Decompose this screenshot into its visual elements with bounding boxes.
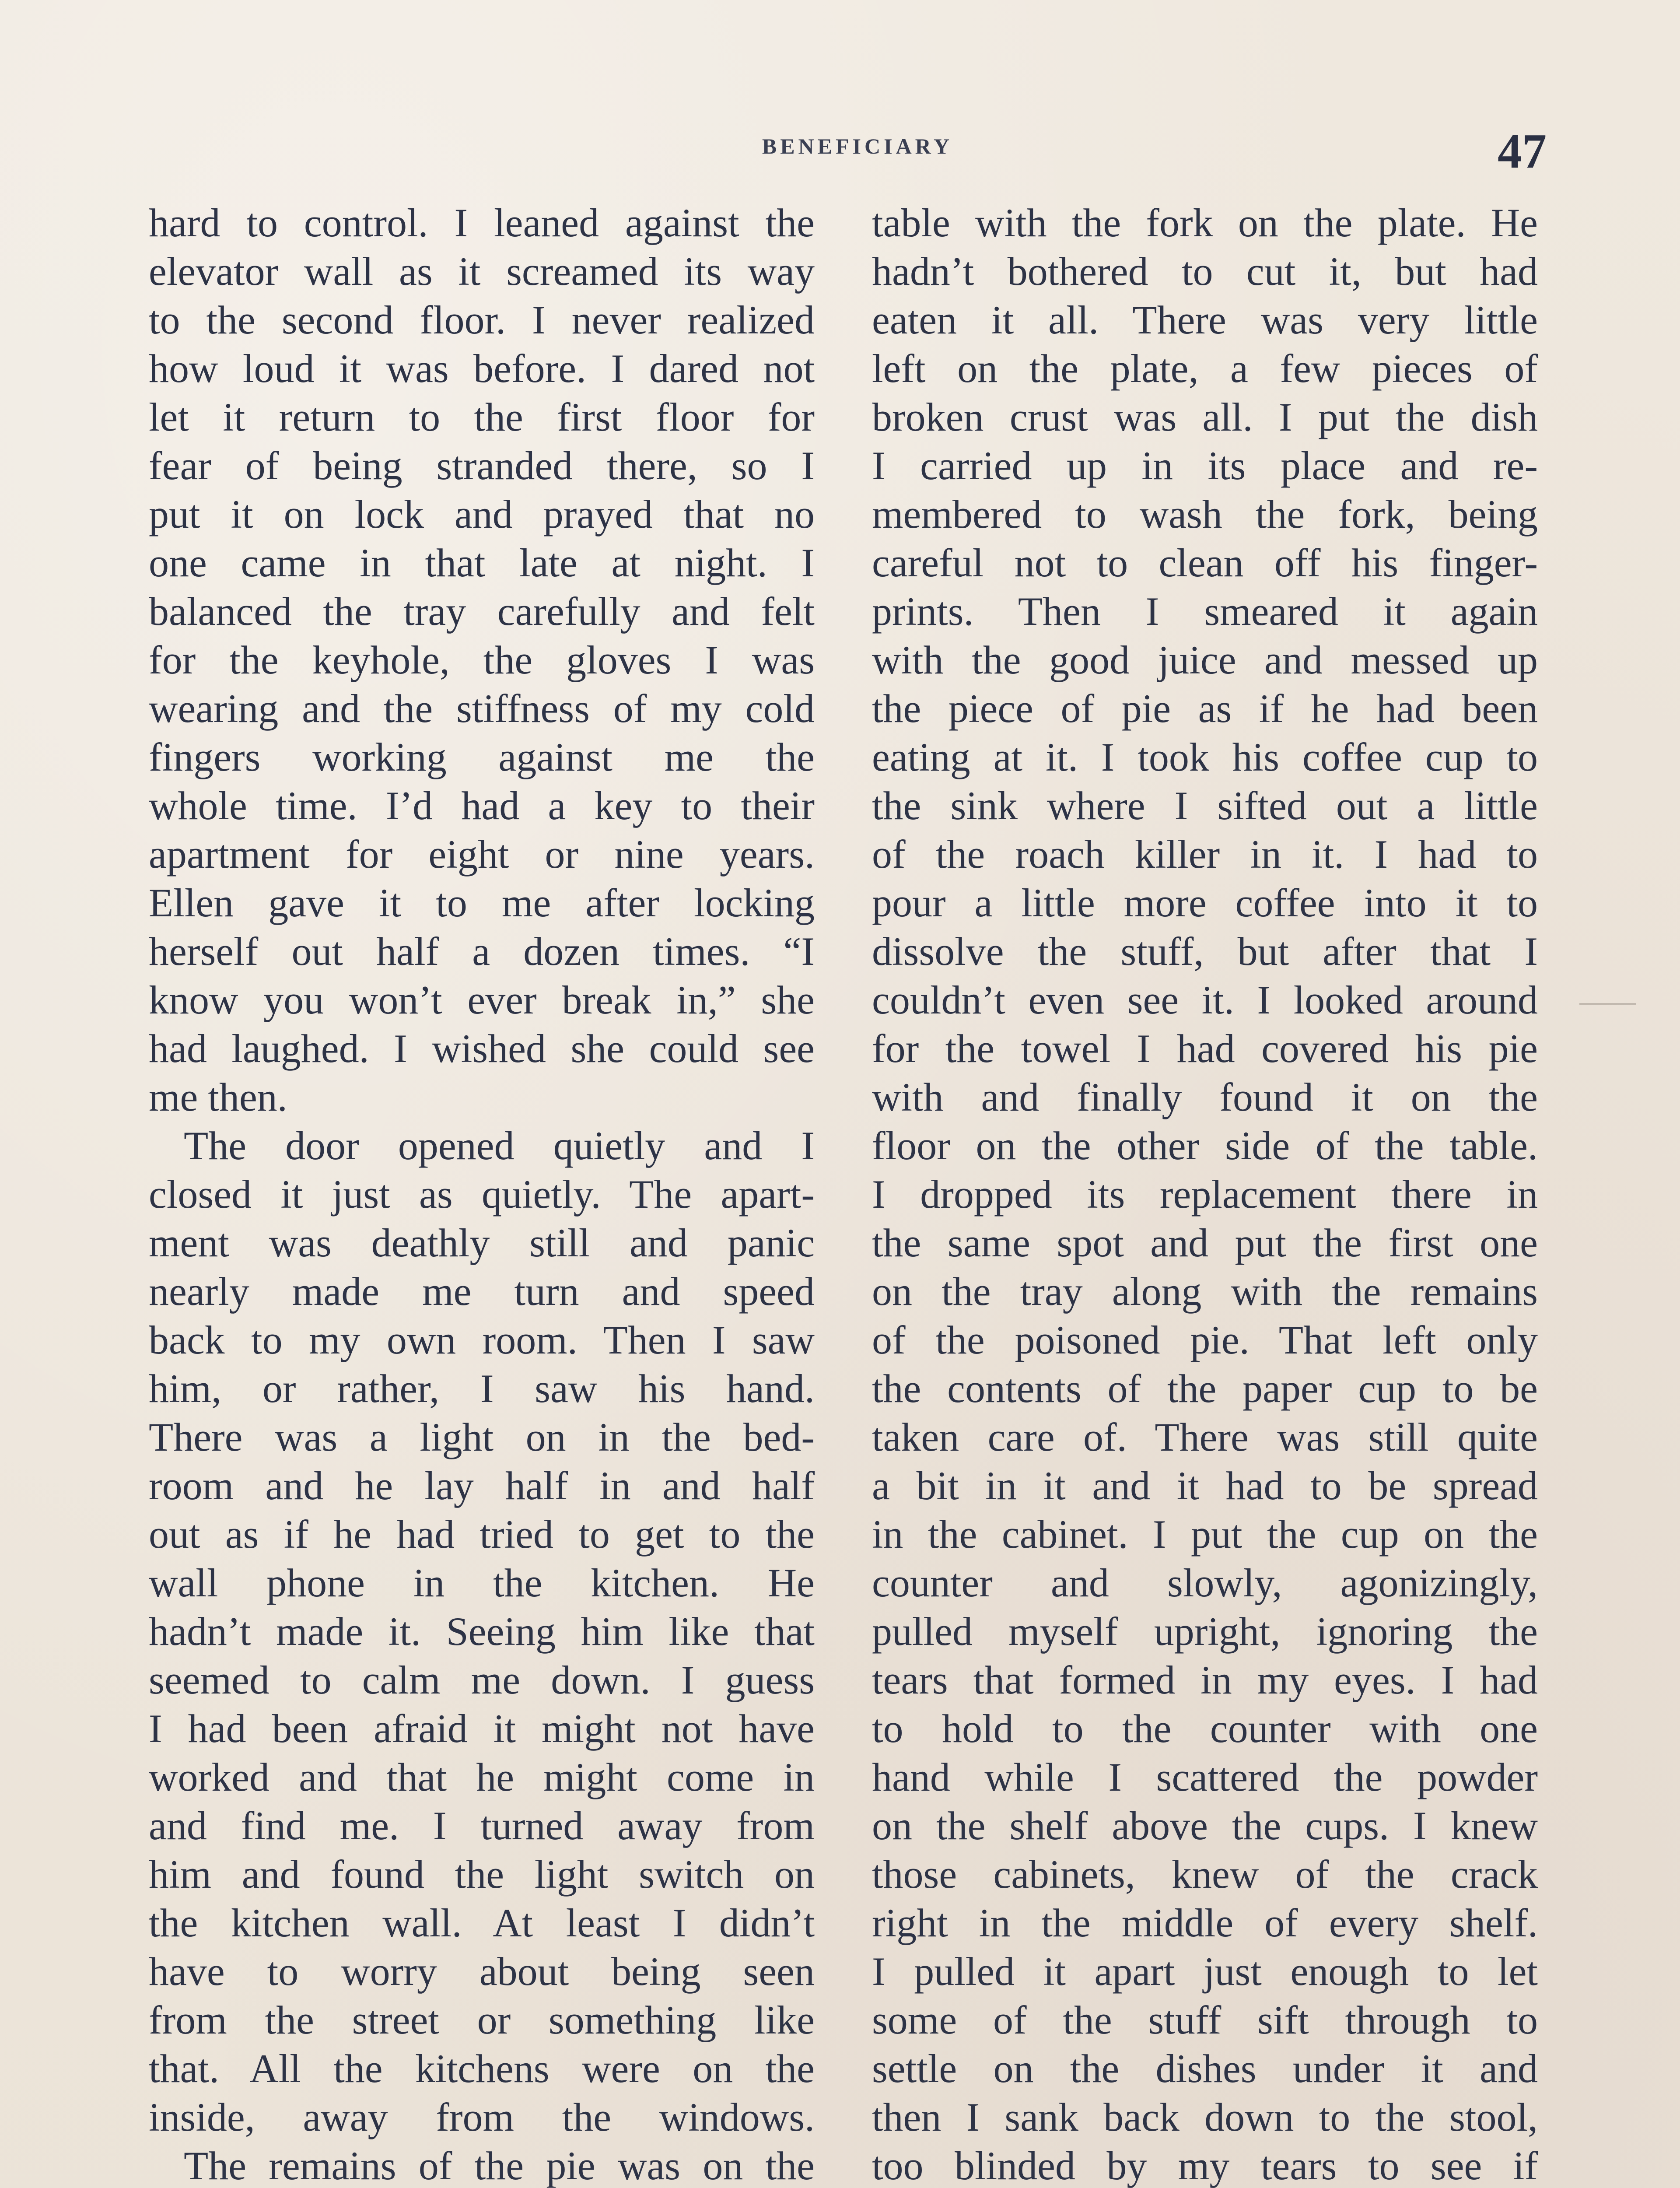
text-line: right in the middle of every shelf. <box>872 1900 1538 1945</box>
text-line: membered to wash the fork, being <box>872 492 1538 536</box>
text-line: inside, away from the windows. <box>149 2095 815 2139</box>
text-line: I had been afraid it might not have <box>149 1706 815 1751</box>
text-line: of the roach killer in it. I had to <box>872 832 1538 877</box>
text-line: counter and slowly, agonizingly, <box>872 1560 1538 1605</box>
text-line: The door opened quietly and I <box>184 1123 815 1168</box>
text-line: to the second floor. I never realized <box>149 298 815 342</box>
text-line: fingers working against me the <box>149 735 815 779</box>
text-line: ment was deathly still and panic <box>149 1220 815 1265</box>
text-line: him and found the light switch on <box>149 1852 815 1897</box>
text-line: from the street or something like <box>149 1998 815 2042</box>
text-line: I dropped its replacement there in <box>872 1172 1538 1217</box>
text-line: settle on the dishes under it and <box>872 2046 1538 2091</box>
text-line: know you won’t ever break in,” she <box>149 978 815 1022</box>
text-line: hadn’t made it. Seeing him like that <box>149 1609 815 1654</box>
text-line: apartment for eight or nine years. <box>149 832 815 877</box>
text-line: table with the fork on the plate. He <box>872 200 1538 245</box>
text-line: of the poisoned pie. That left only <box>872 1318 1538 1362</box>
text-line: herself out half a dozen times. “I <box>149 929 815 974</box>
text-line: Ellen gave it to me after locking <box>149 880 815 925</box>
text-line: to hold to the counter with one <box>872 1706 1538 1751</box>
text-line: dissolve the stuff, but after that I <box>872 929 1538 974</box>
text-line: seemed to calm me down. I guess <box>149 1658 815 1702</box>
text-line: tears that formed in my eyes. I had <box>872 1658 1538 1702</box>
text-line: couldn’t even see it. I looked around <box>872 978 1538 1022</box>
text-line: elevator wall as it screamed its way <box>149 249 815 294</box>
text-line: out as if he had tried to get to the <box>149 1512 815 1557</box>
text-line: left on the plate, a few pieces of <box>872 346 1538 391</box>
text-line: some of the stuff sift through to <box>872 1998 1538 2042</box>
text-line: let it return to the first floor for <box>149 395 815 439</box>
text-line: back to my own room. Then I saw <box>149 1318 815 1362</box>
right-text-column <box>872 199 1538 2188</box>
text-line: There was a light on in the bed- <box>149 1415 815 1459</box>
page-edge-mark <box>1579 1003 1636 1005</box>
text-line: I carried up in its place and re- <box>872 443 1538 488</box>
text-line: a bit in it and it had to be spread <box>872 1463 1538 1508</box>
text-line: the piece of pie as if he had been <box>872 686 1538 731</box>
text-line: the contents of the paper cup to be <box>872 1366 1538 1411</box>
text-line: floor on the other side of the table. <box>872 1123 1538 1168</box>
text-line: eaten it all. There was very little <box>872 298 1538 342</box>
text-line: on the tray along with the remains <box>872 1269 1538 1314</box>
text-line: balanced the tray carefully and felt <box>149 589 815 634</box>
text-line: fear of being stranded there, so I <box>149 443 815 488</box>
text-line: eating at it. I took his coffee cup to <box>872 735 1538 779</box>
text-line: hadn’t bothered to cut it, but had <box>872 249 1538 294</box>
text-line: for the keyhole, the gloves I was <box>149 638 815 682</box>
text-line: too blinded by my tears to see if <box>872 2143 1538 2188</box>
text-line: prints. Then I smeared it again <box>872 589 1538 634</box>
text-line: have to worry about being seen <box>149 1949 815 1994</box>
text-line: the sink where I sifted out a little <box>872 783 1538 828</box>
text-line: wearing and the stiffness of my cold <box>149 686 815 731</box>
text-line: careful not to clean off his finger- <box>872 540 1538 585</box>
text-line: hand while I scattered the powder <box>872 1755 1538 1799</box>
text-line: wall phone in the kitchen. He <box>149 1560 815 1605</box>
text-line: with and finally found it on the <box>872 1075 1538 1119</box>
text-line: those cabinets, knew of the crack <box>872 1852 1538 1897</box>
page-number: 47 <box>1498 124 1547 179</box>
text-line: that. All the kitchens were on the <box>149 2046 815 2091</box>
text-line: and find me. I turned away from <box>149 1803 815 1848</box>
left-text-column <box>149 199 815 2188</box>
text-line: me then. <box>149 1075 287 1119</box>
text-line: with the good juice and messed up <box>872 638 1538 682</box>
text-line: closed it just as quietly. The apart- <box>149 1172 815 1217</box>
text-line: for the towel I had covered his pie <box>872 1026 1538 1071</box>
text-line: broken crust was all. I put the dish <box>872 395 1538 439</box>
text-line: how loud it was before. I dared not <box>149 346 815 391</box>
text-line: the kitchen wall. At least I didn’t <box>149 1900 815 1945</box>
text-line: whole time. I’d had a key to their <box>149 783 815 828</box>
text-line: hard to control. I leaned against the <box>149 200 815 245</box>
text-line: had laughed. I wished she could see <box>149 1026 815 1071</box>
text-line: him, or rather, I saw his hand. <box>149 1366 815 1411</box>
text-line: I pulled it apart just enough to let <box>872 1949 1538 1994</box>
text-line: on the shelf above the cups. I knew <box>872 1803 1538 1848</box>
text-line: pulled myself upright, ignoring the <box>872 1609 1538 1654</box>
text-line: nearly made me turn and speed <box>149 1269 815 1314</box>
text-line: room and he lay half in and half <box>149 1463 815 1508</box>
text-line: put it on lock and prayed that no <box>149 492 815 536</box>
text-line: taken care of. There was still quite <box>872 1415 1538 1459</box>
text-line: the same spot and put the first one <box>872 1220 1538 1265</box>
text-line: then I sank back down to the stool, <box>872 2095 1538 2139</box>
text-line: worked and that he might come in <box>149 1755 815 1799</box>
text-line: The remains of the pie was on the <box>184 2143 815 2188</box>
text-line: pour a little more coffee into it to <box>872 880 1538 925</box>
running-head: BENEFICIARY <box>762 134 953 158</box>
text-line: one came in that late at night. I <box>149 540 815 585</box>
text-line: in the cabinet. I put the cup on the <box>872 1512 1538 1557</box>
